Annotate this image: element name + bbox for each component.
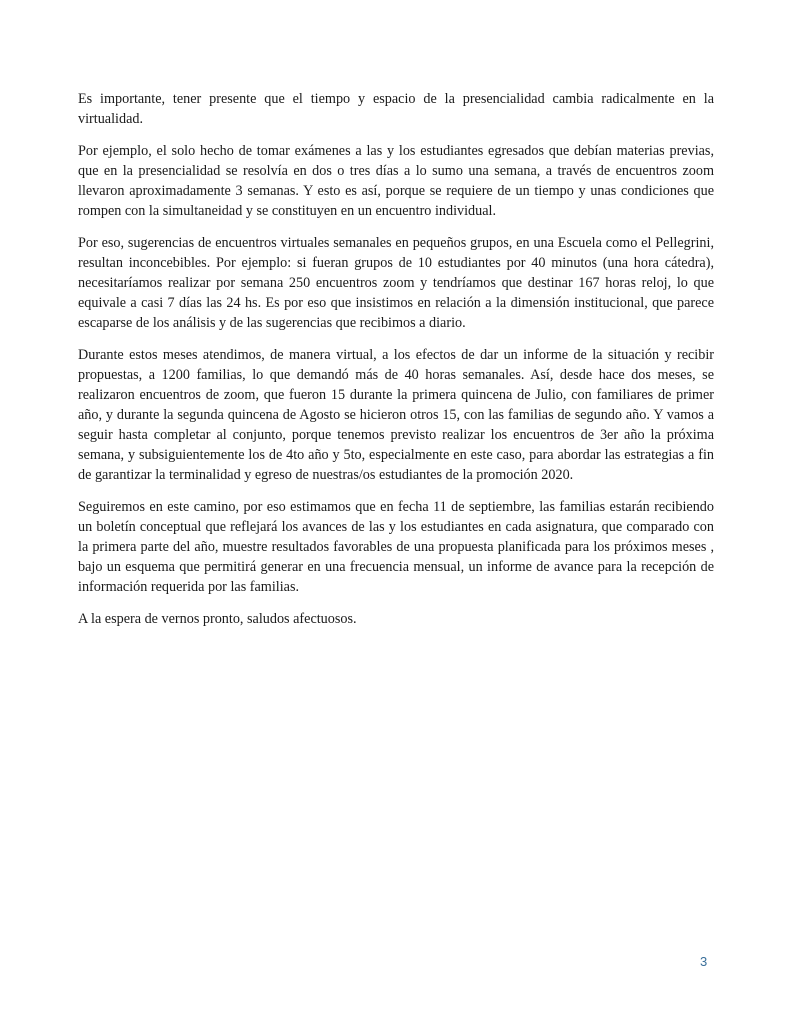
paragraph-examenes: Por ejemplo, el solo hecho de tomar exámenes a las y los estudiantes egresados que debían materias previas, que en la presencialidad se resolvía en dos o tres días a lo sumo una semana, a través de encuentros zoom llevaron aproximadamente 3 semanas. Y esto es así, porque se requiere de un tiempo y unas condiciones que rompen con la simultaneidad y se constituyen en un encuentro individual.: [78, 143, 714, 219]
document-body: [78, 89, 714, 641]
paragraph-boletin: Seguiremos en este camino, por eso estimamos que en fecha 11 de septiembre, las familias estarán recibiendo un boletín conceptual que reflejará los avances de las y los estudiantes en cada asignatura, que comparado con la primera parte del año, muestre resultados favorables de una propuesta planificada para los próximos meses , bajo un esquema que permitirá generar en una frecuencia mensual, un informe de avance para la recepción de información requerida por las familias.: [78, 499, 714, 595]
paragraph-virtualidad: Es importante, tener presente que el tiempo y espacio de la presencialidad cambia radicalmente en la virtualidad.: [78, 91, 714, 127]
paragraph-saludo: A la espera de vernos pronto, saludos afectuosos.: [78, 611, 357, 627]
paragraph-familias: Durante estos meses atendimos, de manera virtual, a los efectos de dar un informe de la situación y recibir propuestas, a 1200 familias, lo que demandó más de 40 horas semanales. Así, desde hace dos meses, se realizaron encuentros de zoom, que fueron 15 durante la primera quincena de Julio, con familiares de primer año, y durante la segunda quincena de Agosto se hicieron otros 15, con las familias de segundo año. Y vamos a seguir hasta completar al conjunto, porque tenemos previsto realizar los encuentros de 3er año la próxima semana, y subsiguientemente los de 4to año y 5to, especialmente en este caso, para abordar las estrategias a fin de garantizar la terminalidad y egreso de nuestras/os estudiantes de la promoción 2020.: [78, 347, 714, 483]
page-number: 3: [700, 954, 708, 969]
paragraph-encuentros-virtuales: Por eso, sugerencias de encuentros virtuales semanales en pequeños grupos, en una Escuela como el Pellegrini, resultan inconcebibles. Por ejemplo: si fueran grupos de 10 estudiantes por 40 minutos (una hora cátedra), necesitaríamos realizar por semana 250 encuentros zoom y tendríamos que destinar 167 horas reloj, lo que equivale a casi 7 días las 24 hs. Es por eso que insistimos en relación a la dimensión institucional, que parece escaparse de los análisis y de las sugerencias que recibimos a diario.: [78, 235, 714, 331]
